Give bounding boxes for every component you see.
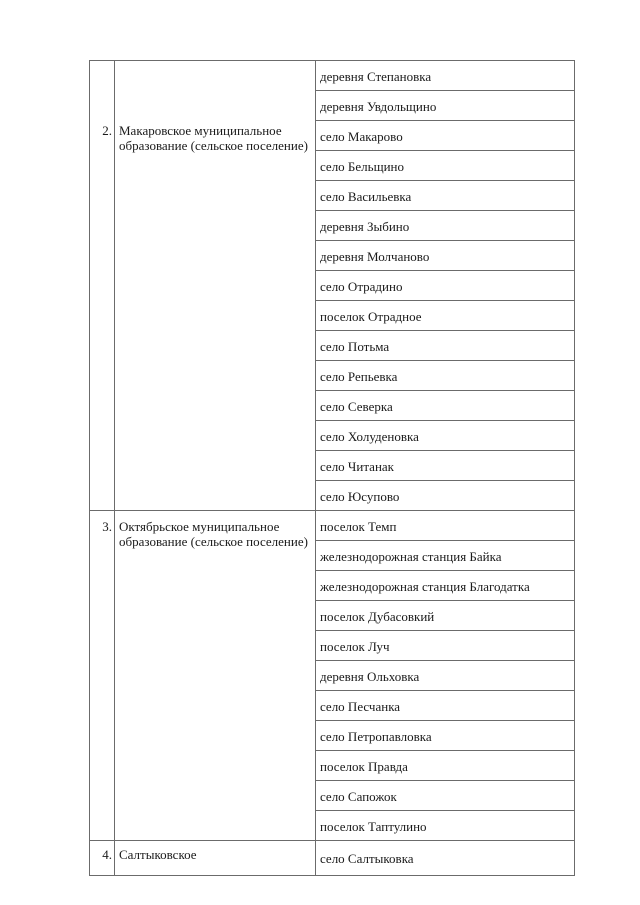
municipality-cell <box>115 61 316 511</box>
settlement-name: железнодорожная станция Благодатка <box>316 571 575 601</box>
settlement-name: деревня Молчаново <box>316 241 575 271</box>
settlement-name: деревня Ольховка <box>316 661 575 691</box>
settlement-name: железнодорожная станция Байка <box>316 541 575 571</box>
settlement-name: село Васильевка <box>316 181 575 211</box>
municipality-cell <box>115 511 316 841</box>
settlement-name: село Бельщино <box>316 151 575 181</box>
settlement-name: село Читанак <box>316 451 575 481</box>
settlement-name: село Сапожок <box>316 781 575 811</box>
settlement-name: село Песчанка <box>316 691 575 721</box>
table-row <box>90 841 575 876</box>
settlements-table-body <box>90 61 575 876</box>
settlement-name: село Северка <box>316 391 575 421</box>
table-row <box>90 511 575 541</box>
row-number: 3. <box>90 511 115 841</box>
settlement-name: село Репьевка <box>316 361 575 391</box>
settlement-name: поселок Отрадное <box>316 301 575 331</box>
settlement-name: село Макарово <box>316 121 575 151</box>
row-number: 2. <box>90 61 115 511</box>
settlement-name: поселок Правда <box>316 751 575 781</box>
settlement-name: поселок Луч <box>316 631 575 661</box>
row-number: 4. <box>90 841 115 876</box>
settlement-name: село Петропавловка <box>316 721 575 751</box>
municipality-name: Салтыковское <box>119 847 197 862</box>
settlement-name: село Потьма <box>316 331 575 361</box>
municipality-cell <box>115 841 316 876</box>
settlement-name: деревня Зыбино <box>316 211 575 241</box>
settlement-name: деревня Увдольщино <box>316 91 575 121</box>
settlement-name: поселок Темп <box>316 511 575 541</box>
settlement-name: деревня Степановка <box>316 61 575 91</box>
settlement-name: село Юсупово <box>316 481 575 511</box>
settlement-name: село Отрадино <box>316 271 575 301</box>
settlement-name: село Холуденовка <box>316 421 575 451</box>
settlement-name: поселок Таптулино <box>316 811 575 841</box>
settlement-name: село Салтыковка <box>316 841 575 876</box>
municipality-name: Октябрьское муниципальное образование (сельское поселение) <box>119 519 308 549</box>
table-row <box>90 61 575 91</box>
settlements-table <box>89 60 575 876</box>
settlement-name: поселок Дубасовкий <box>316 601 575 631</box>
municipality-name: Макаровское муниципальное образование (сельское поселение) <box>119 123 308 153</box>
